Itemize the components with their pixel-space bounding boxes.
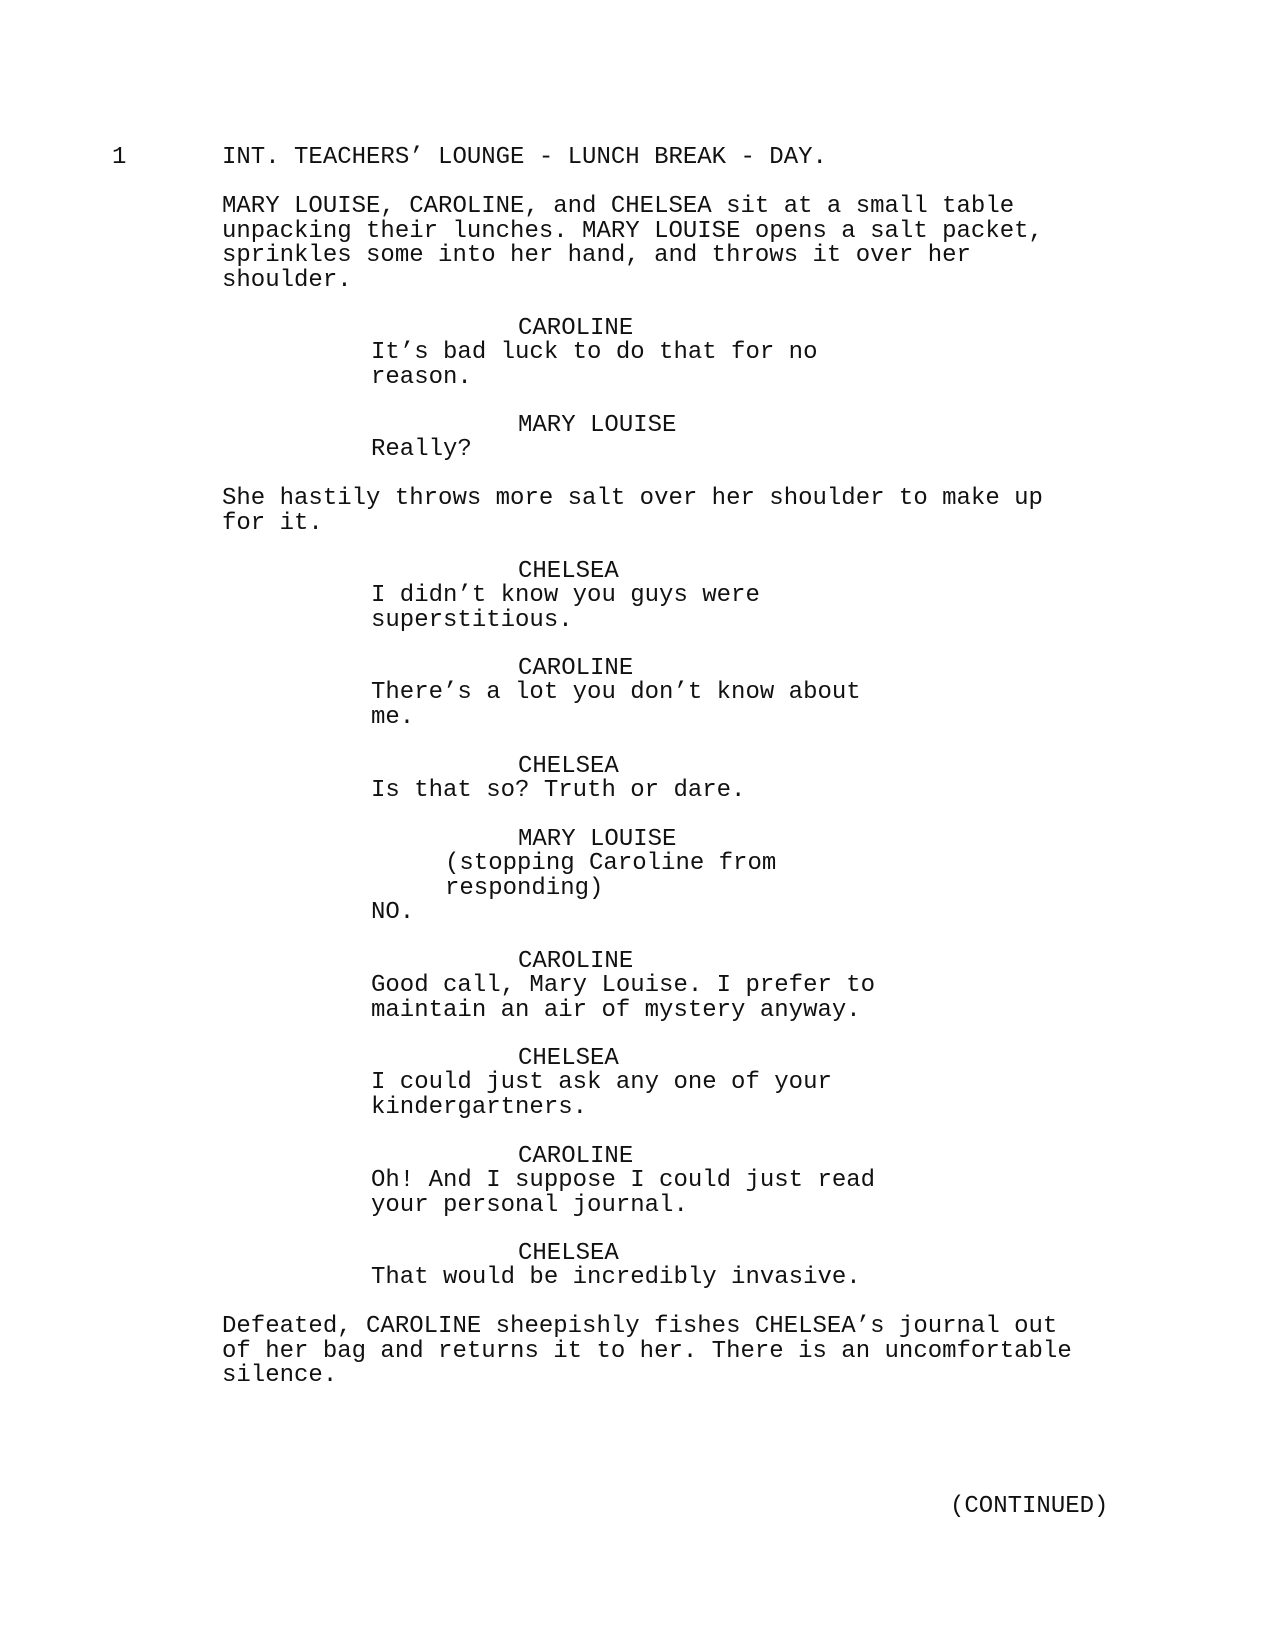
character-name: CHELSEA [518, 1240, 619, 1267]
dialogue-line: NO. [371, 899, 415, 926]
dialogue-line: Good call, Mary Louise. I prefer to maintain an air of mystery anyway. [371, 972, 876, 1024]
dialogue-line: That would be incredibly invasive. [371, 1264, 861, 1291]
scene-number: 1 [112, 144, 127, 171]
character-name: MARY LOUISE [518, 826, 677, 853]
character-name: MARY LOUISE [518, 412, 677, 439]
action-paragraph: She hastily throws more salt over her shoulder to make up for it. [222, 485, 1043, 537]
dialogue-line: Is that so? Truth or dare. [371, 777, 746, 804]
character-name: CAROLINE [518, 315, 634, 342]
character-name: CAROLINE [518, 1143, 634, 1170]
dialogue-line: It’s bad luck to do that for no reason. [371, 339, 818, 391]
dialogue-line: Really? [371, 436, 472, 463]
character-name: CHELSEA [518, 1045, 619, 1072]
dialogue-line: I could just ask any one of your kindergartners. [371, 1069, 832, 1121]
character-name: CAROLINE [518, 655, 634, 682]
action-paragraph: Defeated, CAROLINE sheepishly fishes CHELSEA’s journal out of her bag and returns it to her. There is an uncomfortable silence. [222, 1313, 1072, 1390]
dialogue-line: There’s a lot you don’t know about me. [371, 679, 861, 731]
action-paragraph: MARY LOUISE, CAROLINE, and CHELSEA sit at a small table unpacking their lunches. MARY LOUISE opens a salt packet, sprinkles some into her hand, and throws it over her shoulder. [222, 193, 1043, 294]
character-name: CHELSEA [518, 558, 619, 585]
parenthetical: (stopping Caroline from responding) [445, 850, 777, 902]
continued-marker: (CONTINUED) [950, 1493, 1109, 1520]
dialogue-line: I didn’t know you guys were superstitious. [371, 582, 760, 634]
character-name: CAROLINE [518, 948, 634, 975]
character-name: CHELSEA [518, 753, 619, 780]
dialogue-line: Oh! And I suppose I could just read your personal journal. [371, 1167, 876, 1219]
scene-heading: INT. TEACHERS’ LOUNGE - LUNCH BREAK - DAY. [222, 144, 827, 171]
